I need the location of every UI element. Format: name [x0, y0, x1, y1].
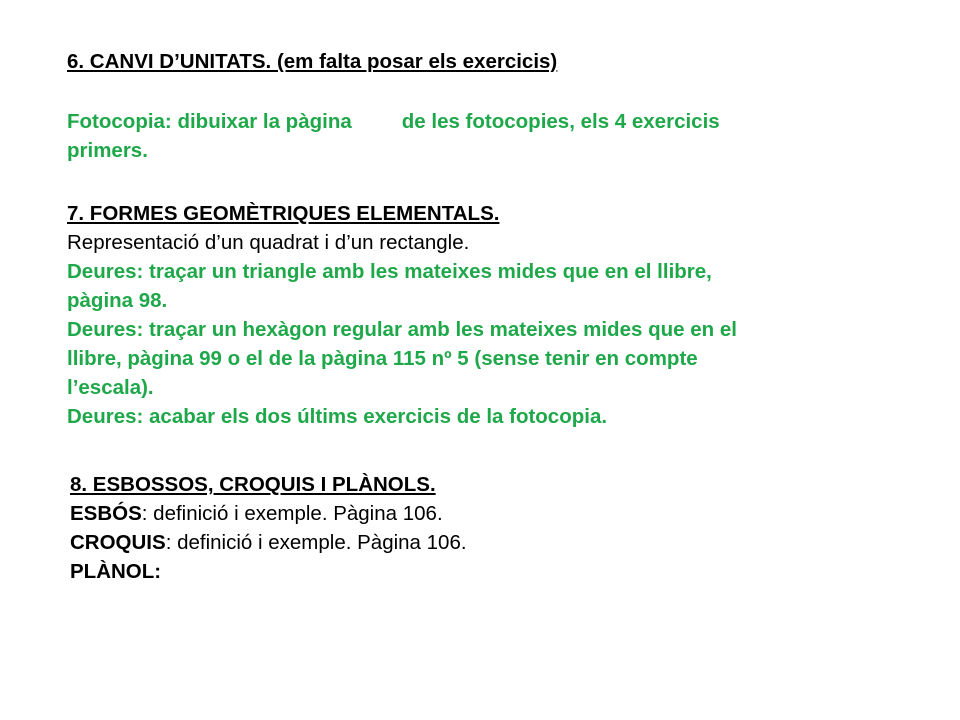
section-8 — [70, 470, 467, 586]
section-6-note-line-1 — [67, 107, 720, 136]
esbos-term: ESBÓS — [70, 502, 142, 525]
homework-2-line-3: l’escala). — [67, 376, 154, 399]
esbos-definition: : definició i exemple. Pàgina 106. — [141, 502, 443, 525]
section-7-title: 7. FORMES GEOMÈTRIQUES ELEMENTALS. — [67, 202, 500, 225]
croquis-definition: : definició i exemple. Pàgina 106. — [165, 531, 467, 554]
homework-1-line-1: Deures: traçar un triangle amb les mateixes mides que en el llibre, — [67, 260, 712, 283]
section-6-note-line-2: primers. — [67, 139, 148, 162]
homework-2-line-1: Deures: traçar un hexàgon regular amb les mateixes mides que en el — [67, 318, 737, 341]
homework-3: Deures: acabar els dos últims exercicis de la fotocopia. — [67, 405, 608, 428]
section-6-note-part-2: de les fotocopies, els 4 exercicis — [401, 110, 720, 133]
section-6-note — [67, 107, 720, 165]
esbos-line — [70, 499, 467, 528]
section-7-intro: Representació d’un quadrat i d’un rectangle. — [67, 231, 470, 254]
section-6-title: 6. CANVI D’UNITATS. (em falta posar els exercicis) — [67, 50, 558, 73]
planol-term: PLÀNOL: — [70, 560, 162, 583]
homework-1-line-2: pàgina 98. — [67, 289, 168, 312]
section-8-title: 8. ESBOSSOS, CROQUIS I PLÀNOLS. — [70, 473, 436, 496]
croquis-term: CROQUIS — [70, 531, 166, 554]
section-6-note-part-1: Fotocopia: dibuixar la pàgina — [67, 110, 352, 133]
section-7 — [67, 199, 737, 431]
section-6 — [67, 47, 557, 76]
homework-2-line-2: llibre, pàgina 99 o el de la pàgina 115 nº 5 (sense tenir en compte — [67, 347, 698, 370]
croquis-line — [70, 528, 467, 557]
